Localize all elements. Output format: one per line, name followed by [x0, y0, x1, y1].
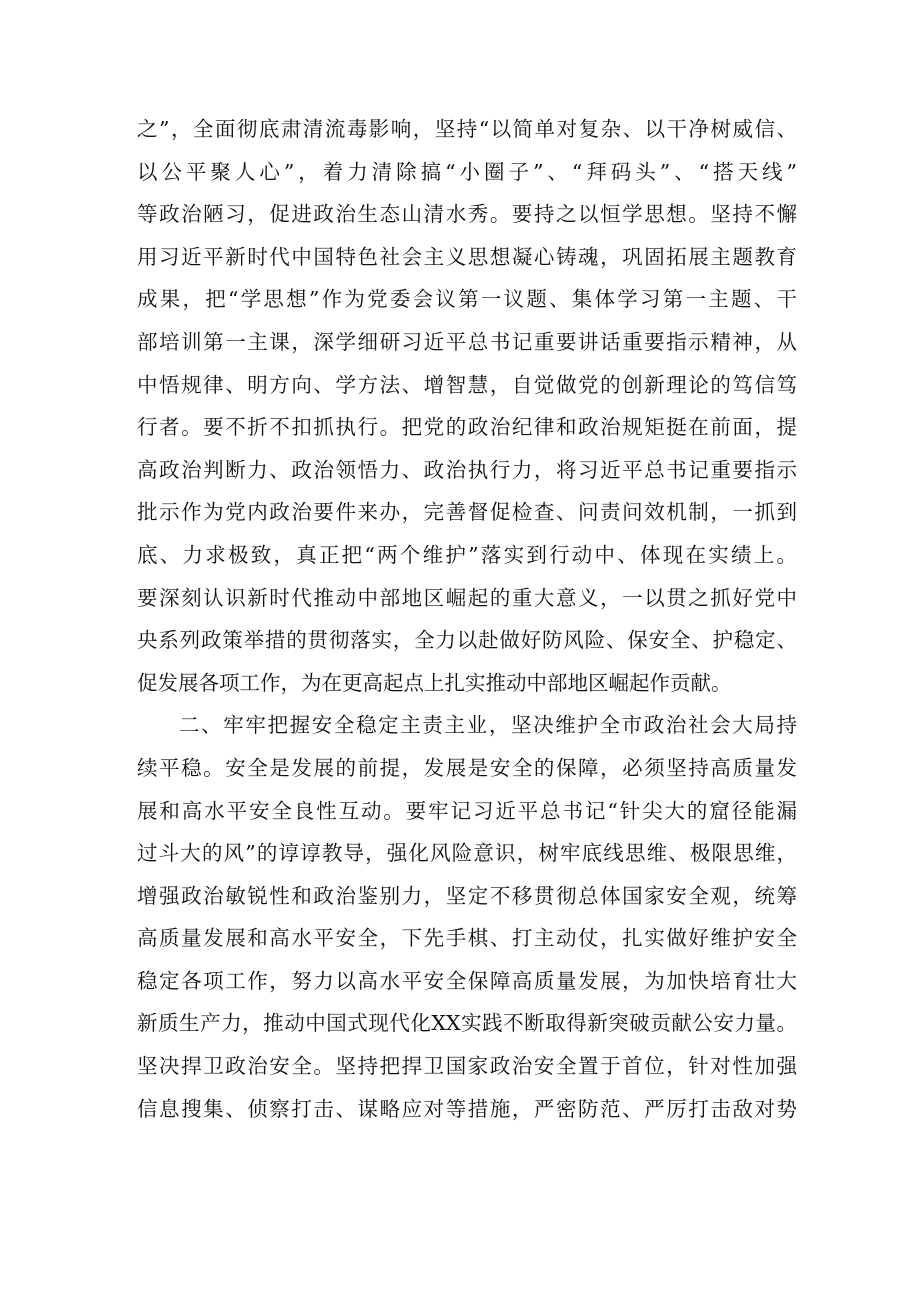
text-line: 部培训第一主课，深学细研习近平总书记重要讲话重要指示精神，从	[137, 329, 797, 354]
text-line: 用习近平新时代中国特色社会主义思想凝心铸魂，巩固拓展主题教育	[137, 244, 797, 269]
text-line: 新质生产力，推动中国式现代化XX实践不断取得新突破贡献公安力量。	[137, 1011, 797, 1036]
body-text	[137, 108, 797, 1130]
text-line: 过斗大的风”的谆谆教导，强化风险意识，树牢底线思维、极限思维，	[137, 841, 797, 866]
text-line: 信息搜集、侦察打击、谋略应对等措施，严密防范、严厉打击敌对势	[137, 1096, 797, 1121]
text-line: 成果，把“学思想”作为党委会议第一议题、集体学习第一主题、干	[137, 287, 797, 312]
paragraph-end-line: 促发展各项工作，为在更高起点上扎实推动中部地区崛起作贡献。	[137, 670, 732, 695]
text-line: 增强政治敏锐性和政治鉴别力，坚定不移贯彻总体国家安全观，统筹	[137, 883, 797, 908]
text-line: 续平稳。安全是发展的前提，发展是安全的保障，必须坚持高质量发	[137, 755, 797, 780]
text-line: 之”，全面彻底肃清流毒影响，坚持“以简单对复杂、以干净树威信、	[137, 117, 797, 141]
text-line: 中悟规律、明方向、学方法、增智慧，自觉做党的创新理论的笃信笃	[137, 372, 797, 397]
text-line: 展和高水平安全良性互动。要牢记习近平总书记“针尖大的窟径能漏	[137, 798, 797, 823]
text-line: 要深刻认识新时代推动中部地区崛起的重大意义，一以贯之抓好党中	[137, 585, 797, 610]
text-line: 等政治陋习，促进政治生态山清水秀。要持之以恒学思想。坚持不懈	[137, 202, 797, 227]
text-line: 底、力求极致，真正把“两个维护”落实到行动中、体现在实绩上。	[137, 542, 797, 567]
text-line: 高政治判断力、政治领悟力、政治执行力，将习近平总书记重要指示	[137, 457, 797, 482]
text-line: 高质量发展和高水平安全，下先手棋、打主动仗，扎实做好维护安全	[137, 926, 797, 951]
text-line: 央系列政策举措的贯彻落实，全力以赴做好防风险、保安全、护稳定、	[137, 628, 797, 653]
text-line: 稳定各项工作，努力以高水平安全保障高质量发展，为加快培育壮大	[137, 968, 797, 993]
text-line: 坚决捍卫政治安全。坚持把捍卫国家政治安全置于首位，针对性加强	[137, 1054, 797, 1079]
text-line: 批示作为党内政治要件来办，完善督促检查、问责问效机制，一抓到	[137, 500, 797, 525]
text-line: 行者。要不折不扣抓执行。把党的政治纪律和政治规矩挺在前面，提	[137, 415, 797, 440]
text-line: 以公平聚人心”，着力清除搞“小圈子”、“拜码头”、“搭天线”	[137, 159, 797, 184]
section-heading-line: 二、牢牢把握安全稳定主责主业，坚决维护全市政治社会大局持	[179, 713, 797, 738]
